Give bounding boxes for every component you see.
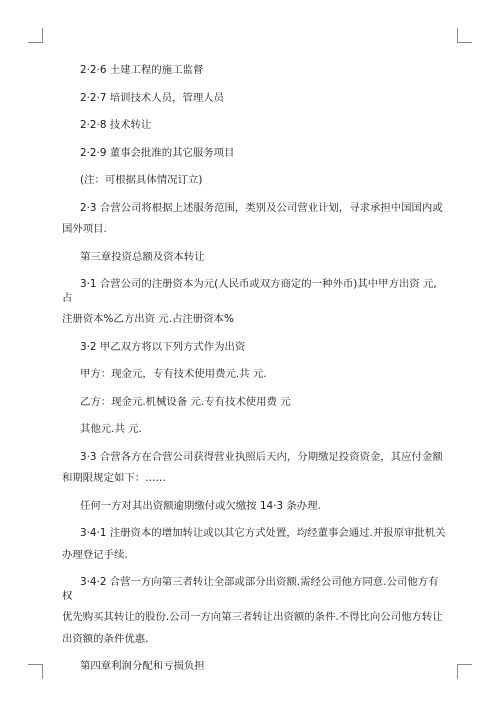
document-body <box>62 64 447 674</box>
chapter-3-heading: 第三章投资总额及资本转让 <box>80 250 205 263</box>
party-b-contribution: 乙方：现金元.机械设备 元.专有技术使用费 元 <box>80 395 291 408</box>
clause-3-1 <box>62 278 447 327</box>
note: (注：可根据具体情况订立) <box>80 174 203 187</box>
clause-3-3-line-1: 3·3 合营各方在合营公司获得营业执照后天内，分期缴足投资资金，其应付金额 <box>80 450 443 463</box>
other-contribution: 其他元.共 元. <box>80 423 142 436</box>
item-2-2-6: 2·2·6 土建工程的施工监督 <box>80 64 204 76</box>
clause-2-3-line-1: 2·3 合营公司将根据上述服务范围，类别及公司营业计划，寻求承担中国国内或 <box>80 201 443 214</box>
clause-2-3 <box>62 202 447 237</box>
clause-3-4-1-line-1: 3·4·1 注册资本的增加转让或以其它方式处置，均经董事会通过.并报原审批机关 <box>80 527 446 540</box>
crop-mark-top-left <box>28 28 43 43</box>
clause-3-4-2-line-2: 优先购买其转让的股份.公司一方向第三者转让出资额的条件.不得比向公司他方转让 <box>62 611 443 624</box>
clause-3-4-1 <box>62 527 447 562</box>
clause-2-3-line-2: 国外项目. <box>62 223 107 236</box>
item-2-2-8: 2·2·8 技术转让 <box>80 119 152 132</box>
party-a-contribution: 甲方：现金元，专有技术使用费元.共 元. <box>80 368 267 381</box>
clause-3-1-line-1: 3·1 合营公司的注册资本为元(人民币或双方商定的一种外币)其中甲方出资 元,占 <box>62 278 437 304</box>
crop-mark-bottom-right <box>457 664 472 679</box>
clause-3-3 <box>62 451 447 486</box>
crop-mark-top-right <box>457 28 472 43</box>
crop-mark-bottom-left <box>28 664 43 679</box>
clause-3-4-1-line-2: 办理登记手续. <box>62 548 128 561</box>
clause-3-4-2-line-3: 出资额的条件优惠. <box>62 632 149 645</box>
clause-3-4-2 <box>62 576 447 646</box>
item-2-2-9: 2·2·9 董事会批准的其它服务项目 <box>80 146 235 159</box>
clause-3-4-2-line-1: 3·4·2 合营一方向第三者转让全部或部分出资额.需经公司他方同意.公司他方有权 <box>62 576 439 602</box>
clause-3-1-line-2: 注册资本%乙方出资 元.占注册资本% <box>62 313 234 326</box>
clause-3-2: 3·2 甲乙双方将以下列方式作为出资 <box>80 340 246 353</box>
chapter-4-heading: 第四章利润分配和亏损负担 <box>80 660 205 673</box>
item-2-2-7: 2·2·7 培训技术人员，管理人员 <box>80 91 225 104</box>
clause-3-3-line-2: 和期限规定如下：…… <box>62 472 166 485</box>
overdue-payment-clause: 任何一方对其出资额逾期缴付或欠缴按 14·3 条办理. <box>80 499 321 512</box>
